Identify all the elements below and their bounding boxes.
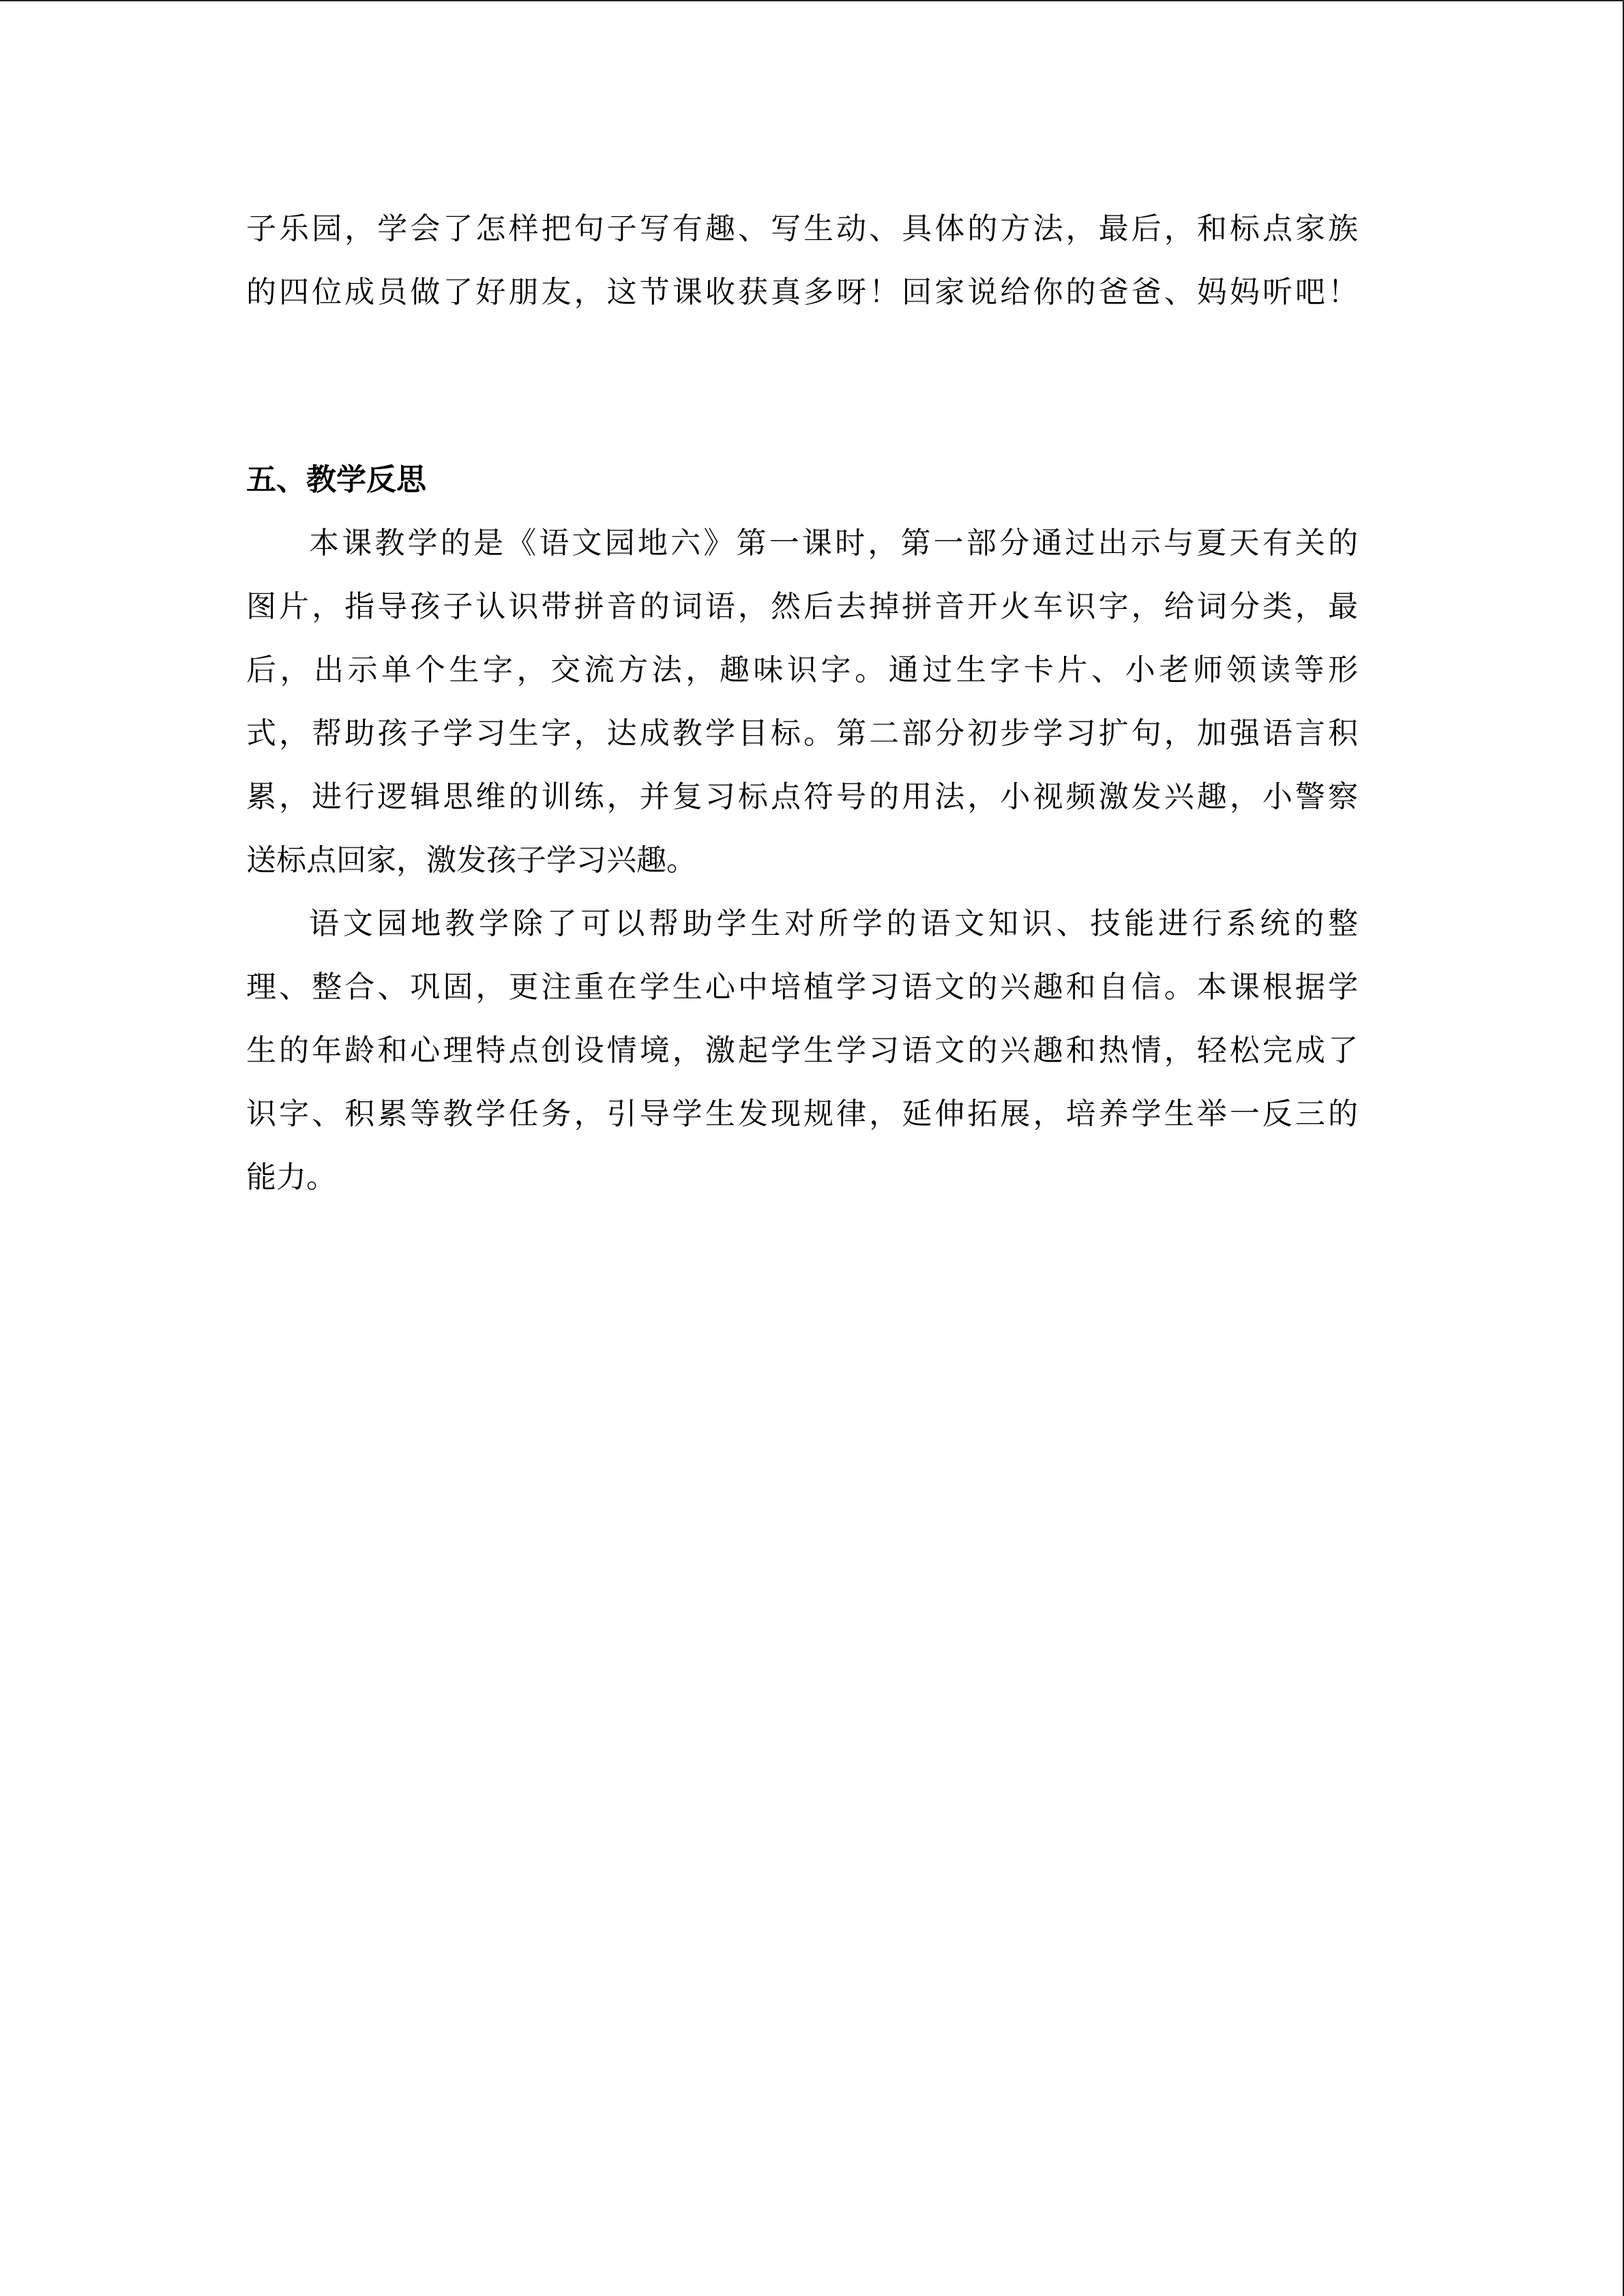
paragraph-line: 语文园地教学除了可以帮助学生对所学的语文知识、技能进行系统的整 — [309, 906, 1358, 941]
section-heading: 五、教学反思 — [246, 462, 426, 497]
paragraph-line: 本课教学的是《语文园地六》第一课时，第一部分通过出示与夏天有关的 — [309, 526, 1358, 561]
paragraph-line: 理、整合、巩固，更注重在学生心中培植学习语文的兴趣和自信。本课根据学 — [246, 970, 1358, 1004]
paragraph-line: 后，出示单个生字，交流方法，趣味识字。通过生字卡片、小老师领读等形 — [246, 653, 1358, 687]
intro-line: 的四位成员做了好朋友，这节课收获真多呀！回家说给你的爸爸、妈妈听吧！ — [246, 275, 1358, 310]
page-content — [246, 197, 1358, 1209]
paragraph-line: 图片，指导孩子认识带拼音的词语，然后去掉拼音开火车识字，给词分类，最 — [246, 589, 1358, 624]
intro-line: 子乐园，学会了怎样把句子写有趣、写生动、具体的方法，最后，和标点家族 — [246, 211, 1358, 246]
paragraph-line: 生的年龄和心理特点创设情境，激起学生学习语文的兴趣和热情，轻松完成了 — [246, 1033, 1358, 1068]
paragraph-line: 累，进行逻辑思维的训练，并复习标点符号的用法，小视频激发兴趣，小警察 — [246, 779, 1358, 814]
paragraph-line: 式，帮助孩子学习生字，达成教学目标。第二部分初步学习扩句，加强语言积 — [246, 716, 1358, 751]
paragraph-line: 识字、积累等教学任务，引导学生发现规律，延伸拓展，培养学生举一反三的 — [246, 1097, 1358, 1131]
section-spacer — [246, 324, 1358, 448]
paragraph-line: 能力。 — [246, 1160, 336, 1195]
paragraph-line: 送标点回家，激发孩子学习兴趣。 — [246, 843, 696, 878]
